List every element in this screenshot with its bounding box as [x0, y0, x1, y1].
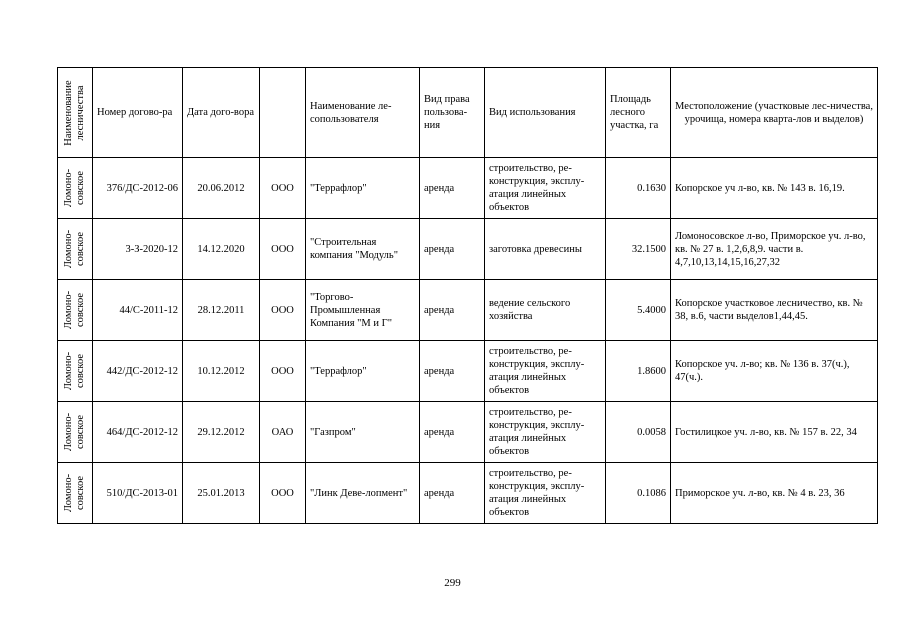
cell-forestry — [58, 463, 93, 524]
cell-contract-number: 44/С-2011-12 — [93, 280, 183, 341]
cell-contract-date: 14.12.2020 — [183, 219, 260, 280]
header-org-form — [260, 68, 306, 158]
cell-use-type: заготовка древесины — [485, 219, 606, 280]
cell-contract-number: 464/ДС-2012-12 — [93, 402, 183, 463]
header-user-name: Наименование ле-сопользователя — [306, 68, 420, 158]
cell-forestry-line1: Ломоно- — [63, 168, 74, 208]
cell-forestry-line2: совское — [75, 414, 86, 450]
cell-contract-date: 29.12.2012 — [183, 402, 260, 463]
cell-location: Ломоносовское л-во, Приморское уч. л-во, кв. № 27 в. 1,2,6,8,9. части в. 4,7,10,13,14,15,16,27,32 — [671, 219, 878, 280]
header-forestry — [58, 68, 93, 158]
cell-user-name: "Линк Деве-лопмент" — [306, 463, 420, 524]
cell-right-type: аренда — [420, 219, 485, 280]
cell-contract-number: 3-З-2020-12 — [93, 219, 183, 280]
table-header-row — [58, 68, 878, 158]
cell-user-name: "Газпром" — [306, 402, 420, 463]
cell-area: 5.4000 — [606, 280, 671, 341]
page-number: 299 — [444, 577, 461, 589]
cell-forestry-line1: Ломоно- — [63, 229, 74, 269]
cell-location: Приморское уч. л-во, кв. № 4 в. 23, 36 — [671, 463, 878, 524]
cell-use-type: ведение сельского хозяйства — [485, 280, 606, 341]
cell-forestry — [58, 402, 93, 463]
cell-forestry-line2: совское — [75, 231, 86, 267]
cell-forestry-line2: совское — [75, 170, 86, 206]
cell-forestry — [58, 158, 93, 219]
cell-contract-date: 20.06.2012 — [183, 158, 260, 219]
cell-area: 0.1630 — [606, 158, 671, 219]
cell-user-name: "Торгово-Промышленная Компания "М и Г" — [306, 280, 420, 341]
table-row — [58, 158, 878, 219]
cell-org-form: ООО — [260, 158, 306, 219]
table-row — [58, 463, 878, 524]
cell-use-type: строительство, ре-конструкция, эксплу-атация линейных объектов — [485, 402, 606, 463]
cell-forestry-line2: совское — [75, 292, 86, 328]
cell-contract-number: 510/ДС-2013-01 — [93, 463, 183, 524]
header-forestry-line2: лесничества — [75, 85, 86, 141]
header-contract-date: Дата дого-вора — [183, 68, 260, 158]
cell-right-type: аренда — [420, 280, 485, 341]
table-row — [58, 280, 878, 341]
cell-area: 0.0058 — [606, 402, 671, 463]
cell-forestry-line1: Ломоно- — [63, 351, 74, 391]
cell-area: 32.1500 — [606, 219, 671, 280]
lease-table — [57, 67, 878, 524]
cell-use-type: строительство, ре-конструкция, эксплу-атация линейных объектов — [485, 341, 606, 402]
cell-right-type: аренда — [420, 402, 485, 463]
cell-forestry-line1: Ломоно- — [63, 473, 74, 513]
cell-forestry-line1: Ломоно- — [63, 290, 74, 330]
cell-forestry-line1: Ломоно- — [63, 412, 74, 452]
cell-org-form: ООО — [260, 341, 306, 402]
cell-location: Копорское уч. л-во; кв. № 136 в. 37(ч.), 47(ч.). — [671, 341, 878, 402]
cell-forestry-line2: совское — [75, 475, 86, 511]
cell-user-name: "Террафлор" — [306, 341, 420, 402]
cell-location: Копорское участковое лесничество, кв. № 38, в.6, части выделов1,44,45. — [671, 280, 878, 341]
cell-use-type: строительство, ре-конструкция, эксплу-атация линейных объектов — [485, 463, 606, 524]
cell-forestry — [58, 280, 93, 341]
table-row — [58, 219, 878, 280]
cell-area: 0.1086 — [606, 463, 671, 524]
cell-area: 1.8600 — [606, 341, 671, 402]
cell-location: Копорское уч л-во, кв. № 143 в. 16,19. — [671, 158, 878, 219]
cell-org-form: ОАО — [260, 402, 306, 463]
cell-contract-date: 28.12.2011 — [183, 280, 260, 341]
cell-org-form: ООО — [260, 219, 306, 280]
header-use-type: Вид использования — [485, 68, 606, 158]
cell-forestry — [58, 341, 93, 402]
cell-contract-date: 10.12.2012 — [183, 341, 260, 402]
header-right-type: Вид права пользова-ния — [420, 68, 485, 158]
cell-user-name: "Террафлор" — [306, 158, 420, 219]
cell-contract-date: 25.01.2013 — [183, 463, 260, 524]
table-row — [58, 341, 878, 402]
cell-contract-number: 376/ДС-2012-06 — [93, 158, 183, 219]
cell-right-type: аренда — [420, 341, 485, 402]
cell-contract-number: 442/ДС-2012-12 — [93, 341, 183, 402]
cell-forestry-line2: совское — [75, 353, 86, 389]
header-forestry-line1: Наименование — [63, 79, 74, 146]
cell-org-form: ООО — [260, 280, 306, 341]
cell-use-type: строительство, ре-конструкция, эксплу-атация линейных объектов — [485, 158, 606, 219]
cell-right-type: аренда — [420, 158, 485, 219]
cell-user-name: "Строительная компания "Модуль" — [306, 219, 420, 280]
header-area: Площадь лесного участка, га — [606, 68, 671, 158]
cell-org-form: ООО — [260, 463, 306, 524]
header-contract-number: Номер догово-ра — [93, 68, 183, 158]
cell-right-type: аренда — [420, 463, 485, 524]
cell-forestry — [58, 219, 93, 280]
cell-location: Гостилицкое уч. л-во, кв. № 157 в. 22, 34 — [671, 402, 878, 463]
table-row — [58, 402, 878, 463]
header-location: Местоположение (участковые лес-ничества, урочища, номера кварта-лов и выделов) — [671, 68, 878, 158]
